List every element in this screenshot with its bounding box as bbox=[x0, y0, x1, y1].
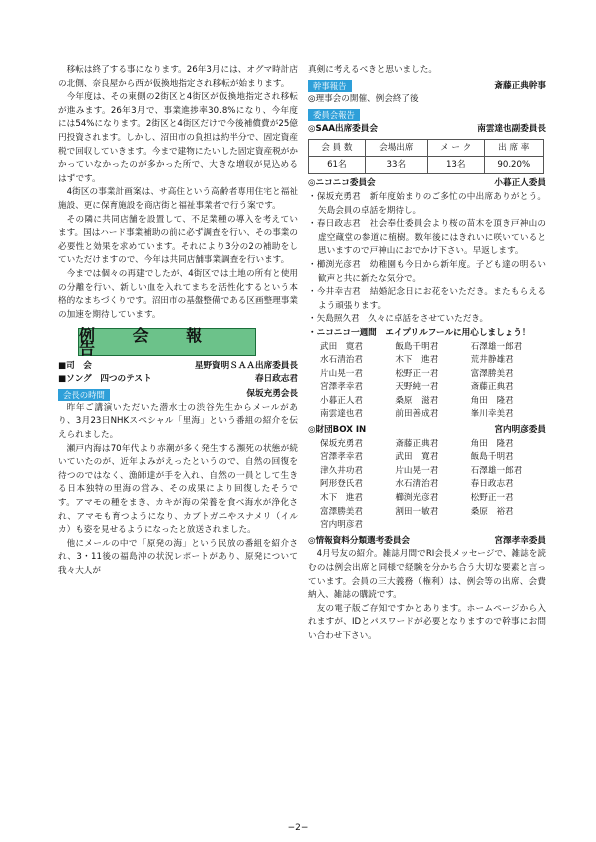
box-member: 武田 寛君 bbox=[395, 452, 439, 463]
box-member: 櫛渕光彦君 bbox=[395, 493, 439, 504]
committee-header bbox=[308, 109, 546, 121]
president-paragraph: 瀬戸内海は70年代より赤潮が多く発生する瀕死の状態が続いていたのが、近年よみがえったというので、自然の回復を待つのではなく、漁師達が手を入れ、自然の一員として生きる日本独特の里海の営み、その成果により回復したそうです。アマモの種をまき、カキが海の栄養を食べ海水が浄化され、アマモも育つようになり、カブトガニやスナメリ（イルカ）も姿を見せるようになったと放送されました。 bbox=[58, 443, 298, 536]
president-paragraphs bbox=[58, 402, 298, 579]
niko-member: 角田 隆君 bbox=[470, 395, 514, 406]
box-title: ◎財団BOX IN bbox=[308, 425, 367, 436]
attendance-header-cell: 出 席 率 bbox=[484, 140, 543, 157]
meeting-label: ■ソング 四つのテスト bbox=[58, 374, 152, 385]
niko-items bbox=[308, 191, 546, 327]
niko-member: 水石清治君 bbox=[320, 355, 363, 366]
niko-item: ・矢島照久君 久々に卓話をさせていただき。 bbox=[308, 314, 489, 325]
niko-member: 峯川幸美君 bbox=[470, 409, 514, 420]
box-member: 斎藤正典君 bbox=[395, 438, 439, 449]
info-paragraph: 4月号友の紹介。雑誌月間でRI会長メッセージで、雑誌を読むのは例会出席と同様で経験を分かち合う大切な要素と言っています。会員の三大義務（権利）は、例会等の出席、会費納入、雑誌の購読です。 bbox=[308, 549, 546, 601]
box-member: 石澤雄一郎君 bbox=[470, 465, 523, 476]
attendance-header-cell: メ ー ク bbox=[427, 140, 484, 157]
page-number: −2− bbox=[287, 823, 309, 833]
president-tag: 会長の時間 bbox=[58, 389, 110, 401]
meeting-row bbox=[58, 373, 298, 386]
niko-member: 飯島千明君 bbox=[395, 341, 439, 352]
attendance-value-cell: 33名 bbox=[365, 157, 427, 174]
article-paragraph: 今までは個々の再建でしたが、4街区では土地の所有と使用の分離を行い、新しい血を入れてまちを活性化するという本格的なまちづくりです。沼田市の基盤整備である区画整理事業の加速を期待しています。 bbox=[58, 268, 298, 320]
niko-member: 木下 進君 bbox=[395, 355, 439, 366]
president-header bbox=[58, 388, 298, 402]
box-member: 片山晃一君 bbox=[395, 465, 439, 476]
niko-member: 松野正一君 bbox=[395, 368, 439, 379]
niko-item: ・保坂充勇君 新年度始まりのご多忙の中出席ありがとう。矢島会員の卓話を期待し。 bbox=[308, 191, 546, 216]
article-paragraph: その隣に共同店舗を設置して、不足業種の導入を考えています。国はハード事業補助の前に必ず調査を行い、その事業の必要性と効果を求めています。それにより3分の2の補助をしていただけますので、今年は共同店舗事業調査を行います。 bbox=[58, 214, 298, 266]
right-column bbox=[308, 64, 546, 644]
box-member: 宮澤孝幸君 bbox=[320, 452, 363, 463]
meeting-value: 星野資明ＳＡＡ出席委員長 bbox=[194, 361, 298, 372]
info-name: 宮澤孝幸委員 bbox=[494, 535, 546, 546]
saa-header bbox=[308, 123, 546, 137]
kanji-header bbox=[308, 80, 546, 94]
attendance-header-cell: 会 員 数 bbox=[309, 140, 366, 157]
saa-title: ◎SAA出席委員会 bbox=[308, 123, 378, 134]
box-member: 木下 進君 bbox=[320, 493, 363, 504]
niko-item: ・櫛渕光彦君 幼稚園も今日から新年度。子ども達の明るい歓声と共に新たな気分で。 bbox=[308, 259, 546, 284]
niko-member: 天野純一君 bbox=[395, 382, 439, 393]
niko-member: 南雲達也君 bbox=[320, 409, 363, 420]
meeting-rows bbox=[58, 360, 298, 386]
info-title: ◎情報資料分類選考委員会 bbox=[308, 535, 411, 546]
article-paragraphs bbox=[58, 64, 298, 322]
box-member: 桑原 裕君 bbox=[470, 506, 514, 517]
box-member: 津久井功君 bbox=[320, 465, 363, 476]
box-name: 宮内明彦委員 bbox=[494, 425, 546, 436]
attendance-header-cell: 会場出席 bbox=[365, 140, 427, 157]
box-member: 松野正一君 bbox=[470, 493, 514, 504]
box-member: 春日政志君 bbox=[470, 479, 514, 490]
niko-week: ・ニコニコ一週間 エイプリルフールに用心しましょう！ bbox=[308, 327, 531, 338]
president-paragraph: 他にメールの中で「原発の海」という民放の番組を紹介され、3・11後の福島沖の状況レポートがあり、原発について我々大人が bbox=[58, 538, 298, 576]
meeting-row bbox=[58, 360, 298, 373]
president-paragraph: 昨年ご講演いただいた潜水士の渋谷先生からメールがあり、3月23日NHKスペシャル「里海」という番組の紹介を伝えられました。 bbox=[58, 402, 298, 441]
attendance-header-row bbox=[309, 140, 544, 157]
committee-tag: 委員会報告 bbox=[308, 109, 360, 121]
niko-member: 宮澤孝幸君 bbox=[320, 382, 363, 393]
attendance-value-cell: 61名 bbox=[309, 157, 366, 174]
box-member: 保坂充勇君 bbox=[320, 438, 363, 449]
kanji-text: ◎理事会の開催、例会終了後 bbox=[308, 94, 419, 105]
niko-member: 片山晃一君 bbox=[320, 368, 363, 379]
saa-name: 南雲達也副委員長 bbox=[477, 123, 546, 134]
niko-member: 桑原 滋君 bbox=[395, 395, 439, 406]
niko-member: 武田 寛君 bbox=[320, 341, 363, 352]
box-member: 水石清治君 bbox=[395, 479, 439, 490]
niko-members bbox=[308, 341, 546, 423]
article-paragraph: 移転は終了する事になります。26年3月には、オグマ時計店の北側、奈良屋から西が仮換地指定され移転が始まります。 bbox=[58, 65, 298, 89]
left-column bbox=[58, 64, 298, 579]
niko-member: 石澤雄一郎君 bbox=[470, 341, 523, 352]
opening-line: 真剣に考えるべきと思いました。 bbox=[308, 65, 437, 75]
niko-member: 斎藤正典君 bbox=[470, 382, 514, 393]
report-title: 例 会 報 告 bbox=[78, 328, 256, 356]
box-member: 阿形登氏君 bbox=[320, 479, 363, 490]
niko-member: 富澤勝美君 bbox=[470, 368, 514, 379]
niko-member: 荒井静雄君 bbox=[470, 355, 514, 366]
info-paragraphs bbox=[308, 548, 546, 643]
box-header bbox=[308, 424, 546, 438]
info-header bbox=[308, 535, 546, 549]
niko-member: 小暮正人君 bbox=[320, 395, 363, 406]
info-paragraph: 友の電子版ご存知ですかとあります。ホームページから入れますが、IDとパスワードが必要となりますので幹事にお問い合わせ下さい。 bbox=[308, 603, 546, 641]
niko-member: 前田善成君 bbox=[395, 409, 439, 420]
article-paragraph: 今年度は、その東側の2街区と4街区が仮換地指定され移転が進みます。26年3月で、事業進捗率30.8%になり、今年度には54%になります。2街区と4街区だけで今後補償費が25億円投資されます。しかし、沼田市の負担は約半分で、固定資産税で回収していきます。今まで建物にたいした固定資産税がかかっていなかったのが多かった所で、大きな増収が見込めるはずです。 bbox=[58, 92, 298, 184]
niko-name: 小暮正人委員 bbox=[494, 178, 546, 189]
box-member: 割田一敏君 bbox=[395, 506, 439, 517]
meeting-label: ■司 会 bbox=[58, 361, 92, 372]
niko-title: ◎ニコニコ委員会 bbox=[308, 178, 376, 189]
box-member: 宮内明彦君 bbox=[320, 520, 363, 531]
article-paragraph: 4街区の事業計画案は、サ高住という高齢者専用住宅と福祉施設、更に保育施設を商店街と福祉事業者で行う案です。 bbox=[58, 187, 298, 211]
kanji-name: 斎藤正典幹事 bbox=[494, 80, 546, 91]
attendance-value-row bbox=[309, 157, 544, 174]
box-member: 飯島千明君 bbox=[470, 452, 514, 463]
box-member: 角田 隆君 bbox=[470, 438, 514, 449]
niko-item: ・今井幸吉君 結婚記念日にお花をいただき。またもらえるよう頑張ります。 bbox=[308, 287, 546, 311]
kanji-tag: 幹事報告 bbox=[308, 80, 352, 92]
meeting-value: 春日政志君 bbox=[255, 374, 298, 385]
box-members bbox=[308, 438, 546, 533]
attendance-value-cell: 13名 bbox=[427, 157, 484, 174]
president-name: 保坂充勇会長 bbox=[246, 389, 298, 400]
attendance-table bbox=[308, 139, 544, 174]
niko-header bbox=[308, 177, 546, 191]
attendance-value-cell: 90.20% bbox=[484, 157, 543, 174]
box-member: 富澤勝美君 bbox=[320, 506, 363, 517]
niko-item: ・春日政志君 社会奉仕委員会より桜の苗木を頂き戸神山の虚空蔵堂の参道に植樹。数年後にはきれいに咲いていると思いますので戸神山におでかけ下さい。早返します。 bbox=[308, 219, 546, 257]
